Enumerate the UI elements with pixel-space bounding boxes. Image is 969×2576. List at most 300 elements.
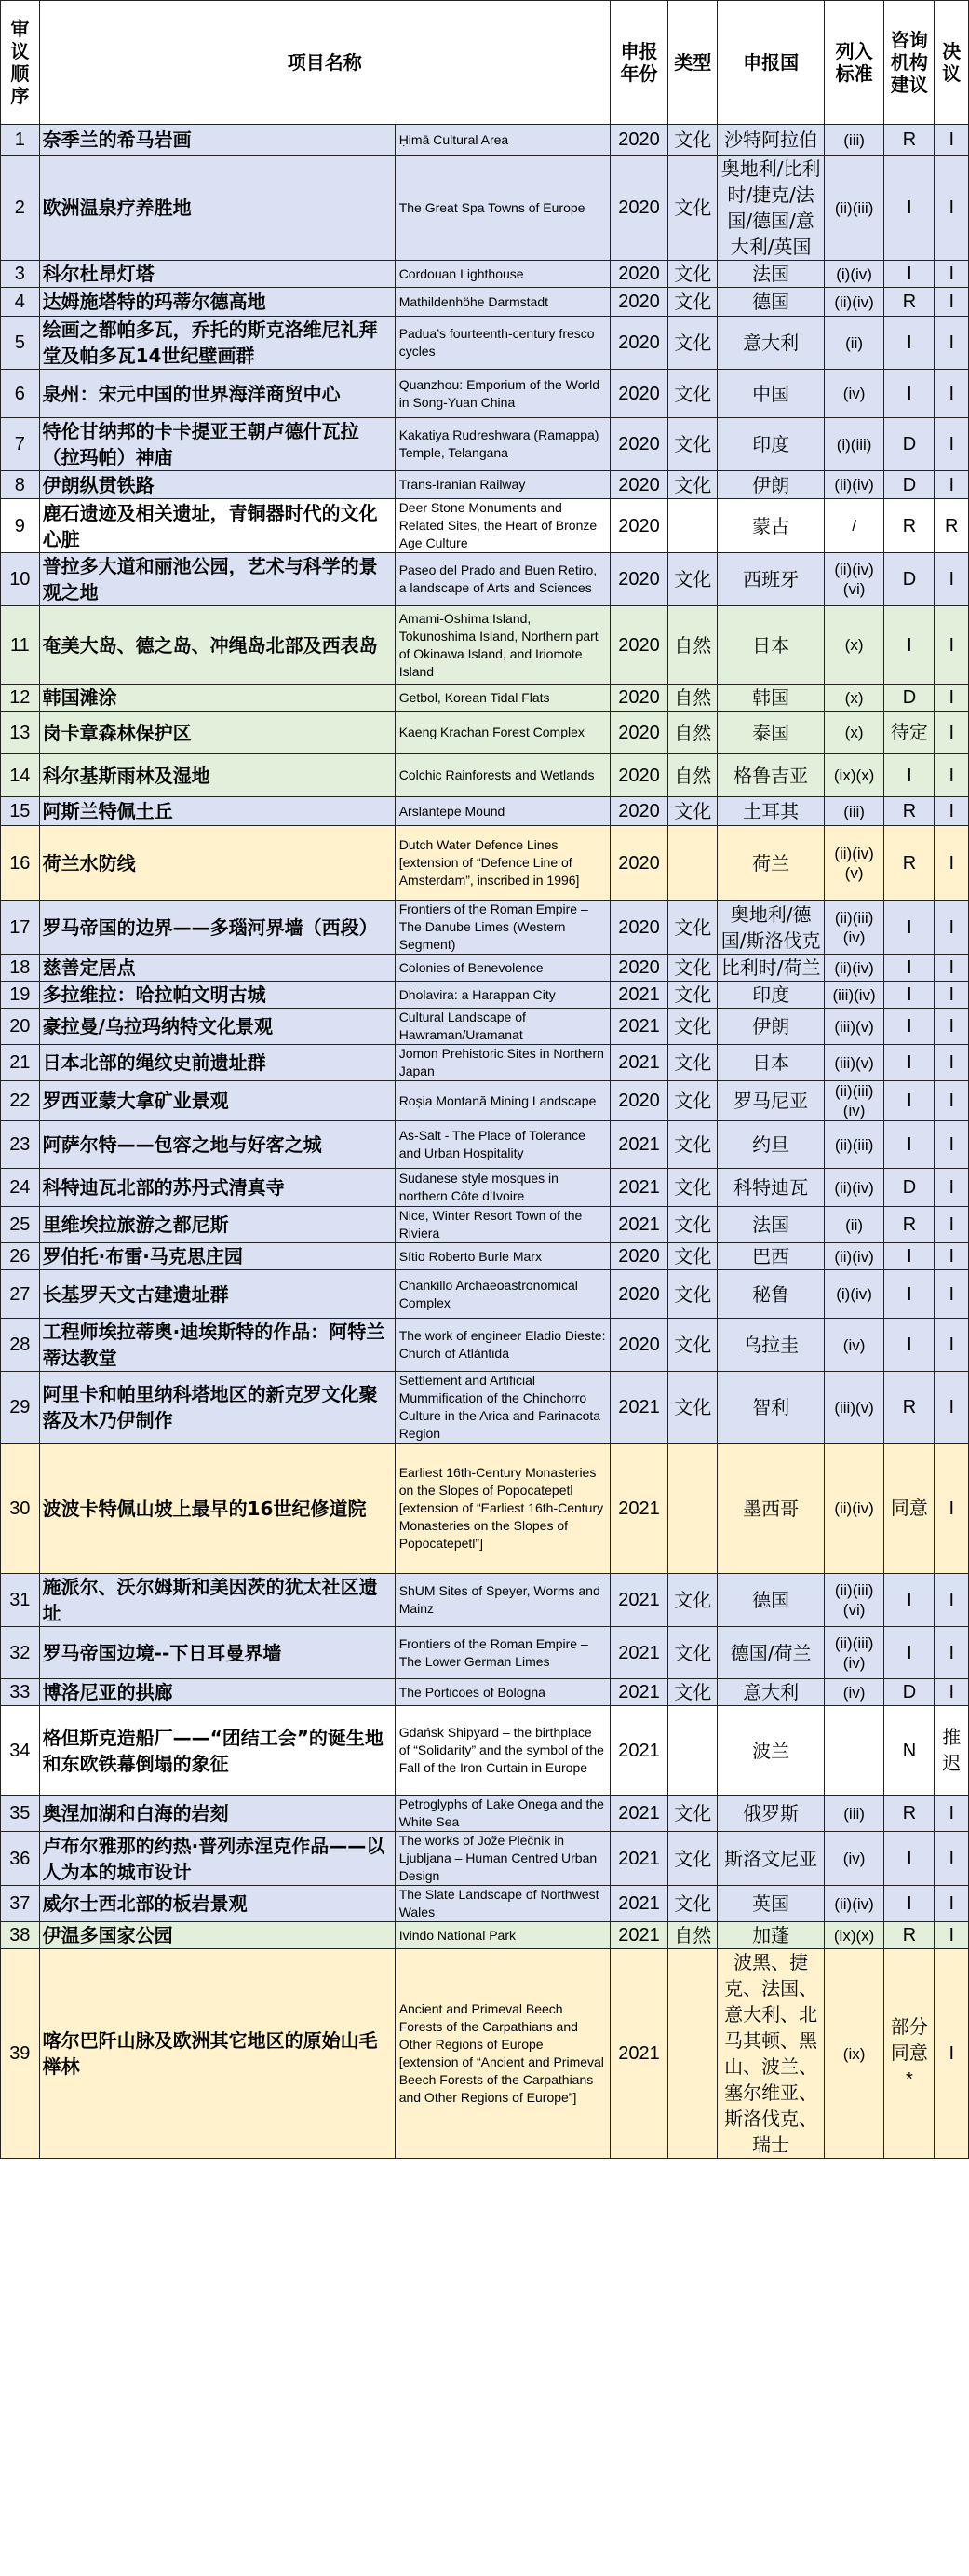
year-cell: 2020 bbox=[610, 955, 667, 982]
english-name-cell: The work of engineer Eladio Dieste: Church of Atlántida bbox=[395, 1319, 610, 1372]
country-cell: 意大利 bbox=[718, 317, 825, 370]
order-cell: 15 bbox=[1, 797, 40, 826]
criteria-cell: (i)(iii) bbox=[824, 418, 884, 471]
order-cell: 20 bbox=[1, 1009, 40, 1045]
type-cell: 文化 bbox=[668, 901, 718, 955]
type-cell: 文化 bbox=[668, 1009, 718, 1045]
country-cell: 泰国 bbox=[718, 712, 825, 754]
chinese-name-cell: 科尔杜昂灯塔 bbox=[39, 261, 395, 288]
type-cell: 文化 bbox=[668, 1574, 718, 1627]
advisory-cell: I bbox=[884, 1627, 935, 1679]
country-cell: 波兰 bbox=[718, 1706, 825, 1796]
order-cell: 18 bbox=[1, 955, 40, 982]
year-cell: 2020 bbox=[610, 606, 667, 685]
english-name-cell: Dutch Water Defence Lines [extension of “Defence Line of Amsterdam”, inscribed in 1996] bbox=[395, 826, 610, 901]
country-cell: 印度 bbox=[718, 982, 825, 1009]
english-name-cell: Getbol, Korean Tidal Flats bbox=[395, 685, 610, 712]
chinese-name-cell: 阿斯兰特佩土丘 bbox=[39, 797, 395, 826]
criteria-cell: (x) bbox=[824, 606, 884, 685]
english-name-cell: Deer Stone Monuments and Related Sites, the Heart of Bronze Age Culture bbox=[395, 499, 610, 553]
chinese-name-cell: 里维埃拉旅游之都尼斯 bbox=[39, 1207, 395, 1243]
table-row bbox=[1, 370, 969, 418]
decision-cell: I bbox=[935, 125, 969, 156]
order-cell: 16 bbox=[1, 826, 40, 901]
english-name-cell: Kaeng Krachan Forest Complex bbox=[395, 712, 610, 754]
table-row bbox=[1, 1886, 969, 1922]
english-name-cell: Ḥimā Cultural Area bbox=[395, 125, 610, 156]
criteria-cell: (iii)(v) bbox=[824, 1009, 884, 1045]
order-cell: 3 bbox=[1, 261, 40, 288]
table-row bbox=[1, 1372, 969, 1444]
decision-cell: I bbox=[935, 1009, 969, 1045]
english-name-cell: Chankillo Archaeoastronomical Complex bbox=[395, 1270, 610, 1319]
table-row bbox=[1, 1009, 969, 1045]
advisory-cell: D bbox=[884, 471, 935, 499]
year-cell: 2021 bbox=[610, 1574, 667, 1627]
table-row bbox=[1, 1832, 969, 1886]
chinese-name-cell: 罗马帝国边境--下日耳曼界墙 bbox=[39, 1627, 395, 1679]
criteria-cell: (ii)(iv)(vi) bbox=[824, 553, 884, 606]
country-cell: 罗马尼亚 bbox=[718, 1081, 825, 1121]
decision-cell: I bbox=[935, 955, 969, 982]
advisory-cell: I bbox=[884, 1009, 935, 1045]
criteria-cell: (iv) bbox=[824, 1679, 884, 1706]
advisory-cell: R bbox=[884, 797, 935, 826]
english-name-cell: Nice, Winter Resort Town of the Riviera bbox=[395, 1207, 610, 1243]
english-name-cell: Petroglyphs of Lake Onega and the White Sea bbox=[395, 1796, 610, 1832]
decision-cell: I bbox=[935, 1169, 969, 1207]
type-cell: 文化 bbox=[668, 1121, 718, 1169]
type-cell bbox=[668, 1706, 718, 1796]
criteria-cell: (ii)(iii)(vi) bbox=[824, 1574, 884, 1627]
table-row bbox=[1, 1627, 969, 1679]
decision-cell: I bbox=[935, 606, 969, 685]
year-cell: 2020 bbox=[610, 1243, 667, 1270]
year-cell: 2020 bbox=[610, 754, 667, 797]
chinese-name-cell: 博洛尼亚的拱廊 bbox=[39, 1679, 395, 1706]
order-cell: 25 bbox=[1, 1207, 40, 1243]
advisory-cell: 同意 bbox=[884, 1444, 935, 1574]
type-cell bbox=[668, 499, 718, 553]
type-cell: 自然 bbox=[668, 1922, 718, 1949]
decision-cell: R bbox=[935, 499, 969, 553]
type-cell: 文化 bbox=[668, 471, 718, 499]
english-name-cell: Quanzhou: Emporium of the World in Song-Yuan China bbox=[395, 370, 610, 418]
year-cell: 2021 bbox=[610, 1949, 667, 2159]
table-row bbox=[1, 1574, 969, 1627]
order-cell: 17 bbox=[1, 901, 40, 955]
year-cell: 2021 bbox=[610, 1627, 667, 1679]
decision-cell: I bbox=[935, 317, 969, 370]
decision-cell: I bbox=[935, 156, 969, 261]
order-cell: 7 bbox=[1, 418, 40, 471]
year-cell: 2021 bbox=[610, 1121, 667, 1169]
type-cell: 文化 bbox=[668, 1679, 718, 1706]
table-row bbox=[1, 261, 969, 288]
english-name-cell: Amami-Oshima Island, Tokunoshima Island, Northern part of Okinawa Island, and Iriomote Island bbox=[395, 606, 610, 685]
criteria-cell: (iii)(v) bbox=[824, 1372, 884, 1444]
type-cell: 文化 bbox=[668, 1627, 718, 1679]
country-cell: 巴西 bbox=[718, 1243, 825, 1270]
chinese-name-cell: 长基罗天文古建遗址群 bbox=[39, 1270, 395, 1319]
english-name-cell: Frontiers of the Roman Empire – The Danube Limes (Western Segment) bbox=[395, 901, 610, 955]
advisory-cell: N bbox=[884, 1706, 935, 1796]
decision-cell: I bbox=[935, 685, 969, 712]
year-cell: 2020 bbox=[610, 1319, 667, 1372]
order-cell: 2 bbox=[1, 156, 40, 261]
order-cell: 10 bbox=[1, 553, 40, 606]
order-cell: 29 bbox=[1, 1372, 40, 1444]
chinese-name-cell: 慈善定居点 bbox=[39, 955, 395, 982]
order-cell: 24 bbox=[1, 1169, 40, 1207]
type-cell: 自然 bbox=[668, 685, 718, 712]
advisory-cell: I bbox=[884, 901, 935, 955]
decision-cell: I bbox=[935, 826, 969, 901]
order-cell: 14 bbox=[1, 754, 40, 797]
advisory-cell: 部分同意* bbox=[884, 1949, 935, 2159]
year-cell: 2021 bbox=[610, 1922, 667, 1949]
advisory-cell: I bbox=[884, 955, 935, 982]
year-cell: 2020 bbox=[610, 317, 667, 370]
country-cell: 墨西哥 bbox=[718, 1444, 825, 1574]
order-cell: 27 bbox=[1, 1270, 40, 1319]
country-cell: 秘鲁 bbox=[718, 1270, 825, 1319]
table-row bbox=[1, 1270, 969, 1319]
chinese-name-cell: 普拉多大道和丽池公园，艺术与科学的景观之地 bbox=[39, 553, 395, 606]
chinese-name-cell: 威尔士西北部的板岩景观 bbox=[39, 1886, 395, 1922]
header-order: 审议顺序 bbox=[1, 1, 40, 125]
type-cell: 文化 bbox=[668, 1319, 718, 1372]
chinese-name-cell: 豪拉曼/乌拉玛纳特文化景观 bbox=[39, 1009, 395, 1045]
year-cell: 2020 bbox=[610, 125, 667, 156]
country-cell: 乌拉圭 bbox=[718, 1319, 825, 1372]
country-cell: 俄罗斯 bbox=[718, 1796, 825, 1832]
chinese-name-cell: 喀尔巴阡山脉及欧洲其它地区的原始山毛榉林 bbox=[39, 1949, 395, 2159]
criteria-cell: (iii)(v) bbox=[824, 1045, 884, 1081]
country-cell: 蒙古 bbox=[718, 499, 825, 553]
criteria-cell: (ii)(iv)(v) bbox=[824, 826, 884, 901]
criteria-cell: (iv) bbox=[824, 1832, 884, 1886]
chinese-name-cell: 泉州：宋元中国的世界海洋商贸中心 bbox=[39, 370, 395, 418]
english-name-cell: Arslantepe Mound bbox=[395, 797, 610, 826]
type-cell: 文化 bbox=[668, 982, 718, 1009]
english-name-cell: As-Salt - The Place of Tolerance and Urban Hospitality bbox=[395, 1121, 610, 1169]
advisory-cell: I bbox=[884, 1121, 935, 1169]
country-cell: 约旦 bbox=[718, 1121, 825, 1169]
type-cell: 文化 bbox=[668, 370, 718, 418]
advisory-cell: R bbox=[884, 1372, 935, 1444]
advisory-cell: I bbox=[884, 1045, 935, 1081]
type-cell: 自然 bbox=[668, 606, 718, 685]
criteria-cell: (ix)(x) bbox=[824, 754, 884, 797]
chinese-name-cell: 韩国滩涂 bbox=[39, 685, 395, 712]
decision-cell: I bbox=[935, 754, 969, 797]
advisory-cell: R bbox=[884, 1922, 935, 1949]
type-cell: 文化 bbox=[668, 1169, 718, 1207]
chinese-name-cell: 多拉维拉：哈拉帕文明古城 bbox=[39, 982, 395, 1009]
criteria-cell: (x) bbox=[824, 712, 884, 754]
order-cell: 11 bbox=[1, 606, 40, 685]
table-row bbox=[1, 418, 969, 471]
criteria-cell: (ii)(iv) bbox=[824, 1169, 884, 1207]
year-cell: 2021 bbox=[610, 1207, 667, 1243]
year-cell: 2021 bbox=[610, 1796, 667, 1832]
order-cell: 38 bbox=[1, 1922, 40, 1949]
order-cell: 31 bbox=[1, 1574, 40, 1627]
decision-cell: I bbox=[935, 1045, 969, 1081]
country-cell: 波黑、捷克、法国、意大利、北马其顿、黑山、波兰、塞尔维亚、斯洛伐克、瑞士 bbox=[718, 1949, 825, 2159]
table-row bbox=[1, 1706, 969, 1796]
decision-cell: 推迟 bbox=[935, 1706, 969, 1796]
english-name-cell: Kakatiya Rudreshwara (Ramappa) Temple, Telangana bbox=[395, 418, 610, 471]
advisory-cell: I bbox=[884, 754, 935, 797]
type-cell: 自然 bbox=[668, 712, 718, 754]
year-cell: 2020 bbox=[610, 370, 667, 418]
decision-cell: I bbox=[935, 261, 969, 288]
type-cell: 文化 bbox=[668, 1886, 718, 1922]
year-cell: 2021 bbox=[610, 1706, 667, 1796]
country-cell: 土耳其 bbox=[718, 797, 825, 826]
english-name-cell: The works of Jože Plečnik in Ljubljana – Human Centred Urban Design bbox=[395, 1832, 610, 1886]
country-cell: 德国 bbox=[718, 1574, 825, 1627]
criteria-cell: / bbox=[824, 499, 884, 553]
table-row bbox=[1, 1319, 969, 1372]
chinese-name-cell: 工程师埃拉蒂奥·迪埃斯特的作品：阿特兰蒂达教堂 bbox=[39, 1319, 395, 1372]
advisory-cell: D bbox=[884, 553, 935, 606]
order-cell: 19 bbox=[1, 982, 40, 1009]
decision-cell: I bbox=[935, 1922, 969, 1949]
order-cell: 8 bbox=[1, 471, 40, 499]
english-name-cell: Sítio Roberto Burle Marx bbox=[395, 1243, 610, 1270]
country-cell: 德国/荷兰 bbox=[718, 1627, 825, 1679]
decision-cell: I bbox=[935, 1574, 969, 1627]
type-cell: 文化 bbox=[668, 1207, 718, 1243]
decision-cell: I bbox=[935, 471, 969, 499]
type-cell: 文化 bbox=[668, 1796, 718, 1832]
type-cell: 文化 bbox=[668, 797, 718, 826]
criteria-cell: (iii) bbox=[824, 1796, 884, 1832]
order-cell: 39 bbox=[1, 1949, 40, 2159]
type-cell: 文化 bbox=[668, 418, 718, 471]
table-row bbox=[1, 288, 969, 317]
criteria-cell: (ii)(iii)(iv) bbox=[824, 1081, 884, 1121]
year-cell: 2021 bbox=[610, 1444, 667, 1574]
table-row bbox=[1, 826, 969, 901]
year-cell: 2020 bbox=[610, 797, 667, 826]
year-cell: 2020 bbox=[610, 901, 667, 955]
advisory-cell: I bbox=[884, 1270, 935, 1319]
english-name-cell: The Porticoes of Bologna bbox=[395, 1679, 610, 1706]
type-cell: 文化 bbox=[668, 1243, 718, 1270]
criteria-cell: (i)(iv) bbox=[824, 1270, 884, 1319]
english-name-cell: Trans-Iranian Railway bbox=[395, 471, 610, 499]
type-cell: 文化 bbox=[668, 317, 718, 370]
year-cell: 2020 bbox=[610, 1081, 667, 1121]
decision-cell: I bbox=[935, 1207, 969, 1243]
order-cell: 1 bbox=[1, 125, 40, 156]
advisory-cell: D bbox=[884, 418, 935, 471]
year-cell: 2021 bbox=[610, 1169, 667, 1207]
advisory-cell: I bbox=[884, 1081, 935, 1121]
chinese-name-cell: 施派尔、沃尔姆斯和美因茨的犹太社区遗址 bbox=[39, 1574, 395, 1627]
criteria-cell: (iv) bbox=[824, 370, 884, 418]
chinese-name-cell: 日本北部的绳纹史前遗址群 bbox=[39, 1045, 395, 1081]
decision-cell: I bbox=[935, 1949, 969, 2159]
criteria-cell: (ii)(iii)(iv) bbox=[824, 1627, 884, 1679]
country-cell: 日本 bbox=[718, 606, 825, 685]
order-cell: 30 bbox=[1, 1444, 40, 1574]
order-cell: 5 bbox=[1, 317, 40, 370]
advisory-cell: R bbox=[884, 1207, 935, 1243]
country-cell: 英国 bbox=[718, 1886, 825, 1922]
country-cell: 加蓬 bbox=[718, 1922, 825, 1949]
english-name-cell: Jomon Prehistoric Sites in Northern Japan bbox=[395, 1045, 610, 1081]
header-project-name: 项目名称 bbox=[39, 1, 610, 125]
year-cell: 2021 bbox=[610, 1886, 667, 1922]
table-row bbox=[1, 1679, 969, 1706]
advisory-cell: R bbox=[884, 288, 935, 317]
chinese-name-cell: 特伦甘纳邦的卡卡提亚王朝卢德什瓦拉（拉玛帕）神庙 bbox=[39, 418, 395, 471]
chinese-name-cell: 科特迪瓦北部的苏丹式清真寺 bbox=[39, 1169, 395, 1207]
decision-cell: I bbox=[935, 1081, 969, 1121]
chinese-name-cell: 达姆施塔特的玛蒂尔德高地 bbox=[39, 288, 395, 317]
decision-cell: I bbox=[935, 982, 969, 1009]
criteria-cell: (iii) bbox=[824, 125, 884, 156]
advisory-cell: D bbox=[884, 1679, 935, 1706]
order-cell: 12 bbox=[1, 685, 40, 712]
chinese-name-cell: 奥涅加湖和白海的岩刻 bbox=[39, 1796, 395, 1832]
english-name-cell: Sudanese style mosques in northern Côte d’Ivoire bbox=[395, 1169, 610, 1207]
type-cell: 文化 bbox=[668, 1045, 718, 1081]
year-cell: 2020 bbox=[610, 553, 667, 606]
advisory-cell: I bbox=[884, 982, 935, 1009]
year-cell: 2020 bbox=[610, 156, 667, 261]
english-name-cell: Earliest 16th-Century Monasteries on the Slopes of Popocatepetl [extension of “Earliest 16th-Century Monasteries on the Slopes of Popocatepetl”] bbox=[395, 1444, 610, 1574]
order-cell: 26 bbox=[1, 1243, 40, 1270]
chinese-name-cell: 奄美大岛、德之岛、冲绳岛北部及西表岛 bbox=[39, 606, 395, 685]
type-cell: 文化 bbox=[668, 1832, 718, 1886]
order-cell: 34 bbox=[1, 1706, 40, 1796]
table-row bbox=[1, 1796, 969, 1832]
english-name-cell: Colchic Rainforests and Wetlands bbox=[395, 754, 610, 797]
year-cell: 2020 bbox=[610, 685, 667, 712]
chinese-name-cell: 欧洲温泉疗养胜地 bbox=[39, 156, 395, 261]
chinese-name-cell: 罗伯托·布雷·马克思庄园 bbox=[39, 1243, 395, 1270]
criteria-cell: (iv) bbox=[824, 1319, 884, 1372]
chinese-name-cell: 罗马帝国的边界——多瑙河界墙（西段） bbox=[39, 901, 395, 955]
english-name-cell: Cordouan Lighthouse bbox=[395, 261, 610, 288]
chinese-name-cell: 伊温多国家公园 bbox=[39, 1922, 395, 1949]
type-cell bbox=[668, 1949, 718, 2159]
advisory-cell: 待定 bbox=[884, 712, 935, 754]
chinese-name-cell: 伊朗纵贯铁路 bbox=[39, 471, 395, 499]
decision-cell: I bbox=[935, 901, 969, 955]
chinese-name-cell: 绘画之都帕多瓦，乔托的斯克洛维尼礼拜堂及帕多瓦14世纪壁画群 bbox=[39, 317, 395, 370]
advisory-cell: R bbox=[884, 1796, 935, 1832]
advisory-cell: R bbox=[884, 499, 935, 553]
order-cell: 36 bbox=[1, 1832, 40, 1886]
table-row bbox=[1, 1949, 969, 2159]
chinese-name-cell: 阿萨尔特——包容之地与好客之城 bbox=[39, 1121, 395, 1169]
criteria-cell: (ix)(x) bbox=[824, 1922, 884, 1949]
table-row bbox=[1, 1045, 969, 1081]
english-name-cell: Cultural Landscape of Hawraman/Uramanat bbox=[395, 1009, 610, 1045]
type-cell: 文化 bbox=[668, 288, 718, 317]
table-row bbox=[1, 499, 969, 553]
country-cell: 科特迪瓦 bbox=[718, 1169, 825, 1207]
table-row bbox=[1, 901, 969, 955]
advisory-cell: D bbox=[884, 1169, 935, 1207]
type-cell: 文化 bbox=[668, 261, 718, 288]
table-row bbox=[1, 156, 969, 261]
advisory-cell: R bbox=[884, 826, 935, 901]
year-cell: 2021 bbox=[610, 1045, 667, 1081]
type-cell: 文化 bbox=[668, 125, 718, 156]
decision-cell: I bbox=[935, 1270, 969, 1319]
country-cell: 奥地利/比利时/捷克/法国/德国/意大利/英国 bbox=[718, 156, 825, 261]
table-row bbox=[1, 1444, 969, 1574]
type-cell: 文化 bbox=[668, 156, 718, 261]
order-cell: 32 bbox=[1, 1627, 40, 1679]
decision-cell: I bbox=[935, 1121, 969, 1169]
country-cell: 印度 bbox=[718, 418, 825, 471]
table-row bbox=[1, 1169, 969, 1207]
english-name-cell: Mathildenhöhe Darmstadt bbox=[395, 288, 610, 317]
criteria-cell: (iii)(iv) bbox=[824, 982, 884, 1009]
type-cell: 文化 bbox=[668, 1081, 718, 1121]
order-cell: 13 bbox=[1, 712, 40, 754]
header-year: 申报年份 bbox=[610, 1, 667, 125]
chinese-name-cell: 岗卡章森林保护区 bbox=[39, 712, 395, 754]
chinese-name-cell: 波波卡特佩山坡上最早的16世纪修道院 bbox=[39, 1444, 395, 1574]
decision-cell: I bbox=[935, 1832, 969, 1886]
type-cell: 文化 bbox=[668, 553, 718, 606]
year-cell: 2021 bbox=[610, 1679, 667, 1706]
advisory-cell: I bbox=[884, 370, 935, 418]
year-cell: 2020 bbox=[610, 826, 667, 901]
order-cell: 35 bbox=[1, 1796, 40, 1832]
country-cell: 意大利 bbox=[718, 1679, 825, 1706]
header-type: 类型 bbox=[668, 1, 718, 125]
table-row bbox=[1, 1121, 969, 1169]
chinese-name-cell: 阿里卡和帕里纳科塔地区的新克罗文化聚落及木乃伊制作 bbox=[39, 1372, 395, 1444]
year-cell: 2021 bbox=[610, 982, 667, 1009]
header-criteria: 列入标准 bbox=[824, 1, 884, 125]
criteria-cell: (ii)(iv) bbox=[824, 1243, 884, 1270]
country-cell: 西班牙 bbox=[718, 553, 825, 606]
country-cell: 日本 bbox=[718, 1045, 825, 1081]
table-row bbox=[1, 982, 969, 1009]
country-cell: 韩国 bbox=[718, 685, 825, 712]
english-name-cell: The Great Spa Towns of Europe bbox=[395, 156, 610, 261]
year-cell: 2020 bbox=[610, 712, 667, 754]
english-name-cell: Ancient and Primeval Beech Forests of the Carpathians and Other Regions of Europe [extension of “Ancient and Primeval Beech Forests of the Carpathians and Other Regions of Europe”] bbox=[395, 1949, 610, 2159]
country-cell: 斯洛文尼亚 bbox=[718, 1832, 825, 1886]
type-cell: 自然 bbox=[668, 754, 718, 797]
english-name-cell: Frontiers of the Roman Empire – The Lower German Limes bbox=[395, 1627, 610, 1679]
criteria-cell: (ii)(iii) bbox=[824, 1121, 884, 1169]
english-name-cell: Roșia Montană Mining Landscape bbox=[395, 1081, 610, 1121]
criteria-cell bbox=[824, 1706, 884, 1796]
type-cell: 文化 bbox=[668, 955, 718, 982]
country-cell: 格鲁吉亚 bbox=[718, 754, 825, 797]
decision-cell: I bbox=[935, 1243, 969, 1270]
year-cell: 2020 bbox=[610, 1270, 667, 1319]
decision-cell: I bbox=[935, 1319, 969, 1372]
header-country: 申报国 bbox=[718, 1, 825, 125]
order-cell: 28 bbox=[1, 1319, 40, 1372]
table-row bbox=[1, 955, 969, 982]
